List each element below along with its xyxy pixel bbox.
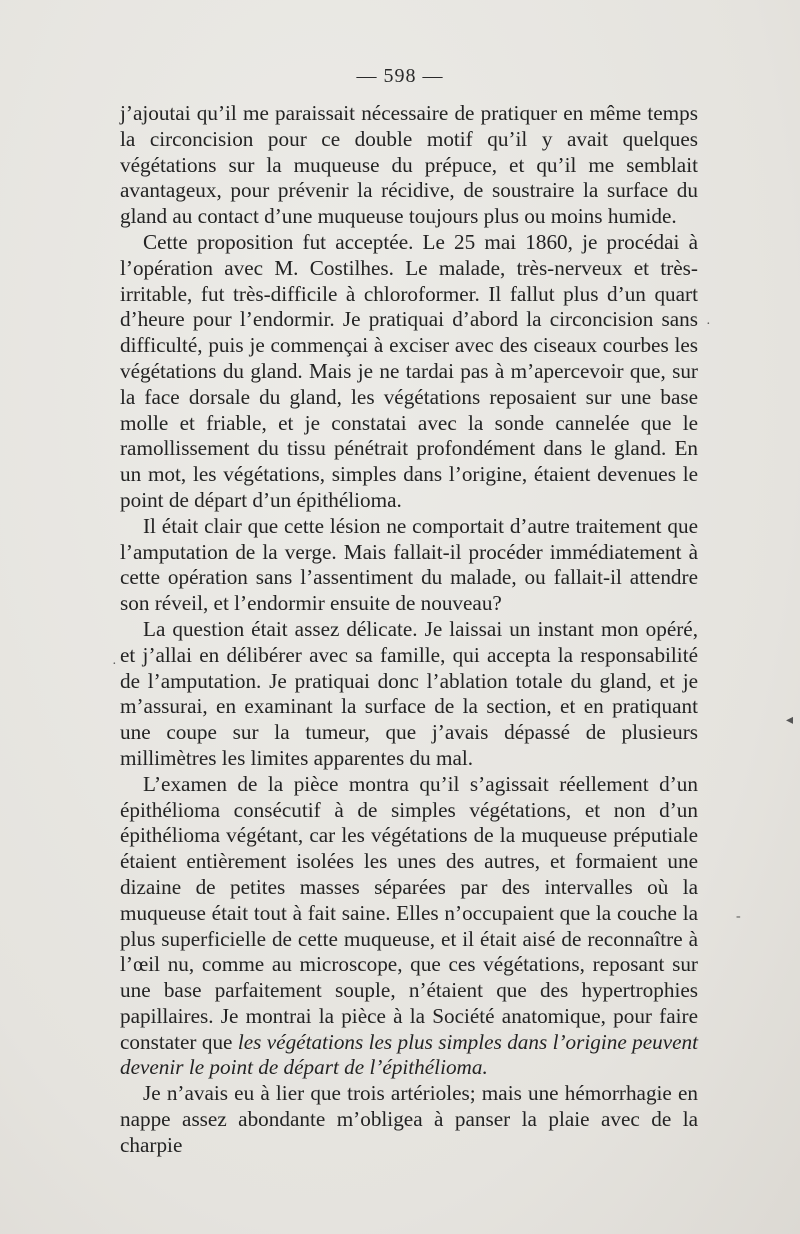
body-text [120,101,698,1159]
margin-speck: - [736,909,741,924]
paragraph-5-italic: les végétations les plus simples dans l’origine peuvent devenir le point de départ de l’épithélioma. [120,1029,699,1080]
margin-speck: · [112,657,117,672]
margin-speck: · [706,317,711,332]
paragraph-6: Je n’avais eu à lier que trois artérioles; mais une hémorrhagie en nappe assez abondante m’obligea à panser la plaie avec de la charpie [120,1081,698,1157]
paragraph-2: Cette proposition fut acceptée. Le 25 mai 1860, je procédai à l’opération avec M. Costilhes. Le malade, très-nerveux et très-irritable, fut très-difficile à chloroformer. Il fallut plus d’un quart d’heure pour l’endormir. Je pratiquai d’abord la circoncision sans difficulté, puis je commençai à exciser avec des ciseaux courbes les végétations du gland. Mais je ne tardai pas à m’apercevoir que, sur la face dorsale du gland, les végétations reposaient sur une base molle et friable, et je constatai avec la sonde cannelée que le ramollissement du tissu pénétrait profondément dans le gland. En un mot, les végétations, simples dans l’origine, étaient devenues le point de départ d’un épithélioma. [120,229,698,512]
paragraph-5-text: L’examen de la pièce montra qu’il s’agissait réellement d’un épithélioma consécutif à de simples végétations, et non d’un épithélioma végétant, car les végétations de la muqueuse préputiale étaient entièrement isolées les unes des autres, et formaient une dizaine de petites masses séparées par des intervalles où la muqueuse était tout à fait saine. Elles n’occupaient que la couche la plus superficielle de cette muqueuse, et il était aisé de reconnaître à l’œil nu, comme au microscope, que ces végétations, reposant sur une base parfaitement souple, n’étaient que des hypertrophies papillaires. Je montrai la pièce à la Société anatomique, pour faire constater que [120,771,698,1054]
paragraph-1: j’ajoutai qu’il me paraissait nécessaire de pratiquer en même temps la circoncision pour ce double motif qu’il y avait quelques végétations sur la muqueuse du prépuce, et qu’il me semblait avantageux, pour prévenir la récidive, de soustraire la surface du gland au contact d’une muqueuse toujours plus ou moins humide. [120,101,698,229]
paragraph-5 [120,772,698,1082]
page-number: — 598 — [356,65,444,87]
paragraph-3: Il était clair que cette lésion ne comportait d’autre traitement que l’amputation de la verge. Mais fallait-il procéder immédiatement à cette opération sans l’assentiment du malade, ou fallait-il attendre son réveil, et l’endormir ensuite de nouveau? [120,513,698,616]
paragraph-4: La question était assez délicate. Je laissai un instant mon opéré, et j’allai en délibérer avec sa famille, qui accepta la responsabilité de l’amputation. Je pratiquai donc l’ablation totale du gland, et je m’assurai, en examinant la surface de la section, et en pratiquant une coupe sur la tumeur, que j’avais dépassé de plusieurs millimètres les limites apparentes du mal. [120,616,698,770]
margin-speck: ◂ [786,713,794,728]
